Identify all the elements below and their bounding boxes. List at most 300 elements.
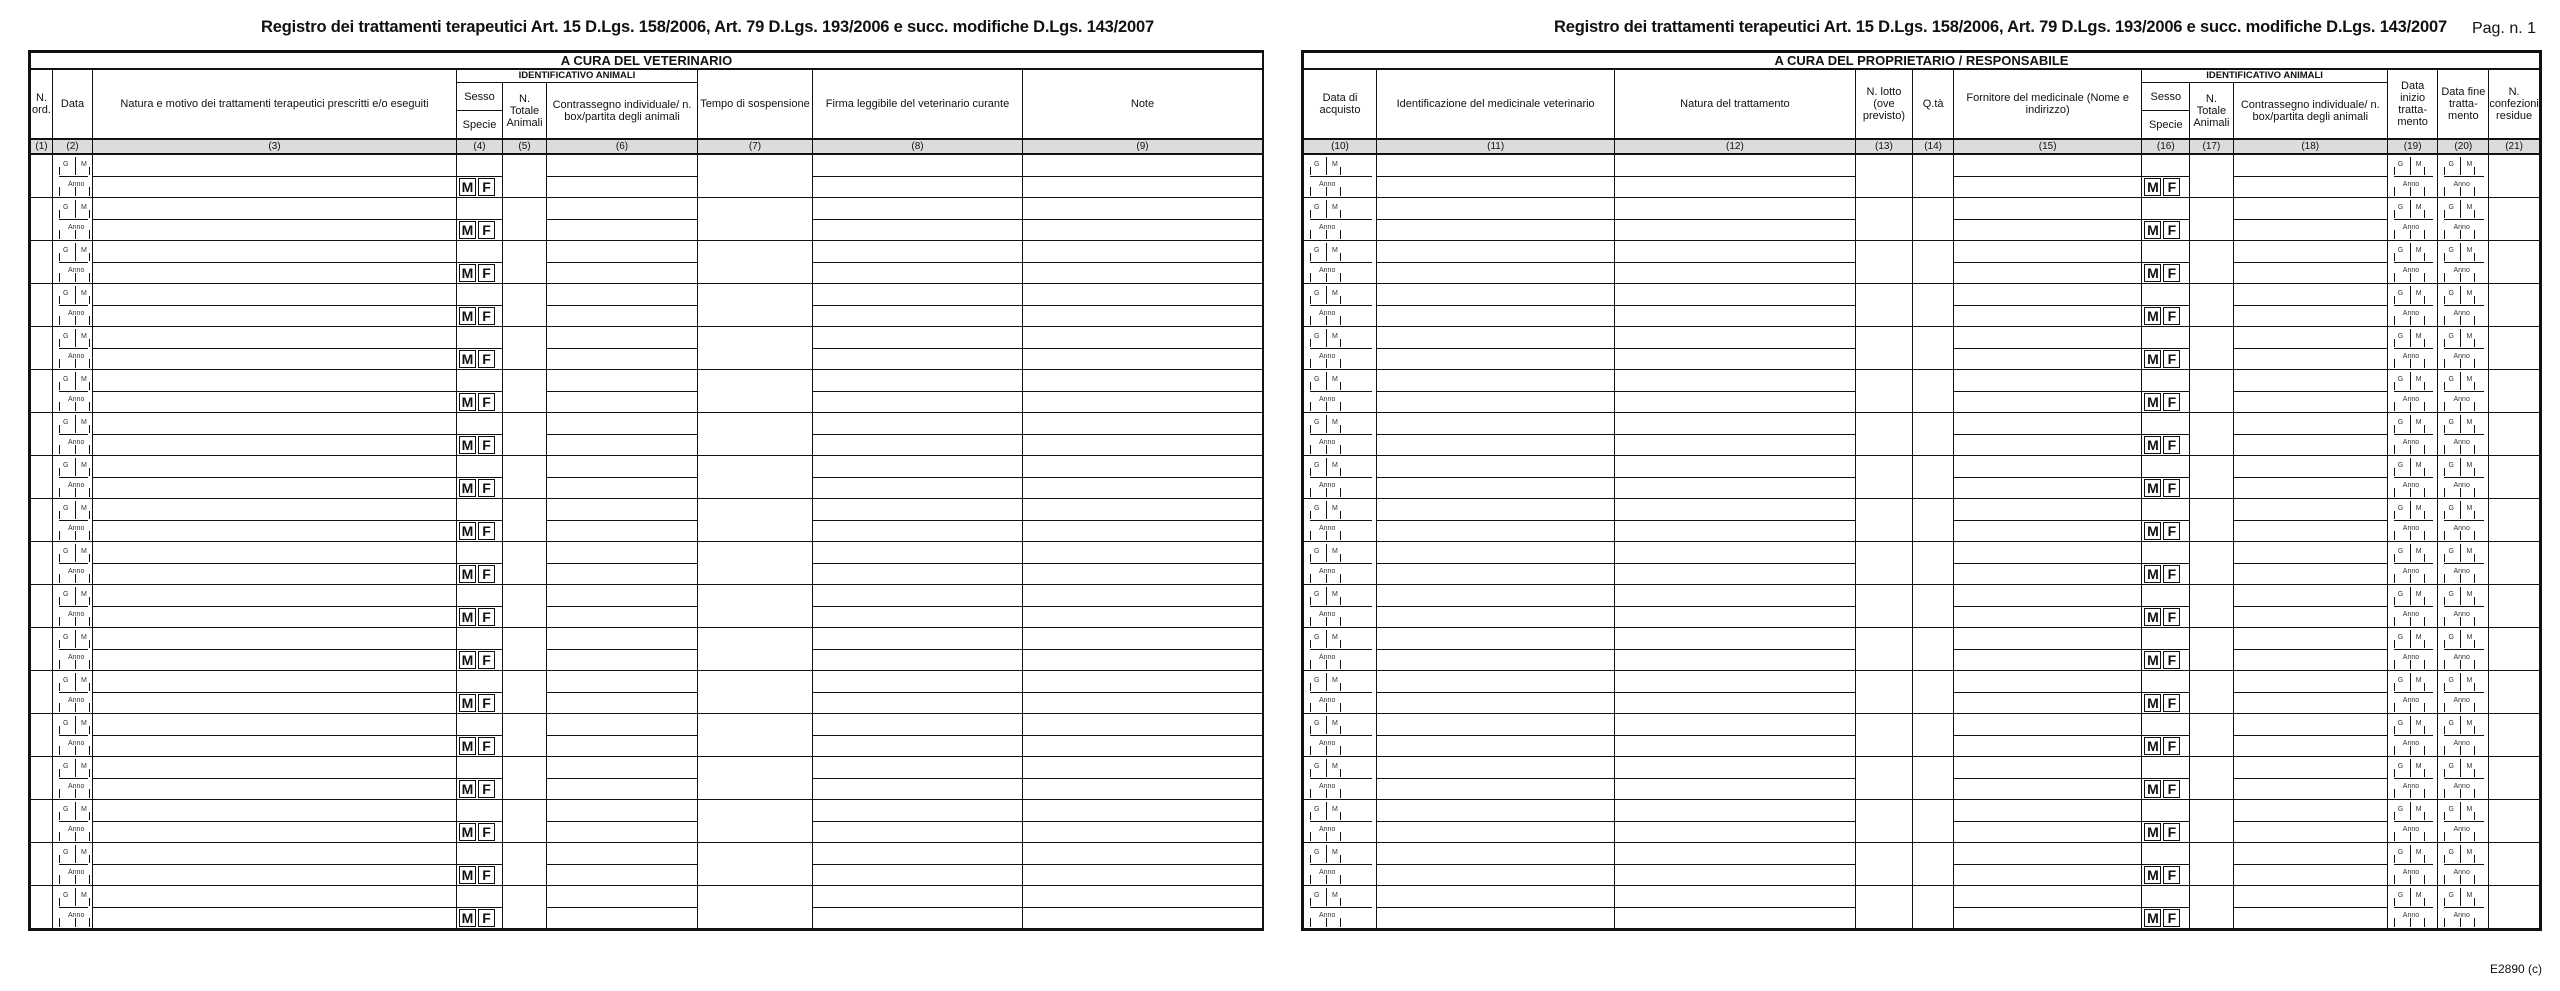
- n-totale-cell[interactable]: [2190, 843, 2234, 886]
- male-checkbox[interactable]: M: [459, 737, 476, 755]
- purchase-date-cell[interactable]: [1304, 542, 1377, 585]
- natura-trattamento-cell[interactable]: [1615, 413, 1855, 456]
- n-ord-cell[interactable]: [31, 542, 53, 585]
- tempo-cell[interactable]: [698, 370, 813, 413]
- qta-cell[interactable]: [1913, 585, 1954, 628]
- sex-species-cell[interactable]: [2142, 198, 2190, 241]
- sex-species-cell[interactable]: [2142, 370, 2190, 413]
- male-checkbox[interactable]: M: [459, 651, 476, 669]
- note-cell[interactable]: [1023, 284, 1263, 327]
- tempo-cell[interactable]: [698, 198, 813, 241]
- male-checkbox[interactable]: M: [2144, 866, 2161, 884]
- natura-trattamento-cell[interactable]: [1615, 327, 1855, 370]
- n-totale-cell[interactable]: [503, 413, 547, 456]
- male-checkbox[interactable]: M: [459, 221, 476, 239]
- fornitore-cell[interactable]: [1953, 800, 2142, 843]
- note-cell[interactable]: [1023, 456, 1263, 499]
- n-totale-cell[interactable]: [2190, 757, 2234, 800]
- qta-cell[interactable]: [1913, 800, 1954, 843]
- natura-cell[interactable]: [93, 757, 457, 800]
- female-checkbox[interactable]: F: [2163, 823, 2180, 841]
- fornitore-cell[interactable]: [1953, 413, 2142, 456]
- male-checkbox[interactable]: M: [459, 522, 476, 540]
- n-ord-cell[interactable]: [31, 671, 53, 714]
- natura-trattamento-cell[interactable]: [1615, 757, 1855, 800]
- n-totale-cell[interactable]: [2190, 241, 2234, 284]
- date-cell[interactable]: [53, 284, 93, 327]
- sex-species-cell[interactable]: [457, 327, 503, 370]
- natura-cell[interactable]: [93, 671, 457, 714]
- n-totale-cell[interactable]: [2190, 714, 2234, 757]
- sex-species-cell[interactable]: [457, 413, 503, 456]
- identificazione-cell[interactable]: [1377, 585, 1615, 628]
- end-date-cell[interactable]: [2438, 843, 2489, 886]
- female-checkbox[interactable]: F: [478, 608, 495, 626]
- start-date-cell[interactable]: [2387, 542, 2438, 585]
- fornitore-cell[interactable]: [1953, 886, 2142, 929]
- confezioni-cell[interactable]: [2489, 757, 2540, 800]
- purchase-date-cell[interactable]: [1304, 456, 1377, 499]
- purchase-date-cell[interactable]: [1304, 757, 1377, 800]
- contrassegno-cell[interactable]: [2233, 800, 2387, 843]
- confezioni-cell[interactable]: [2489, 585, 2540, 628]
- male-checkbox[interactable]: M: [2144, 479, 2161, 497]
- contrassegno-cell[interactable]: [547, 843, 698, 886]
- date-cell[interactable]: [53, 671, 93, 714]
- contrassegno-cell[interactable]: [2233, 671, 2387, 714]
- contrassegno-cell[interactable]: [2233, 456, 2387, 499]
- start-date-cell[interactable]: [2387, 327, 2438, 370]
- tempo-cell[interactable]: [698, 327, 813, 370]
- natura-trattamento-cell[interactable]: [1615, 284, 1855, 327]
- contrassegno-cell[interactable]: [547, 800, 698, 843]
- contrassegno-cell[interactable]: [2233, 327, 2387, 370]
- purchase-date-cell[interactable]: [1304, 499, 1377, 542]
- contrassegno-cell[interactable]: [547, 327, 698, 370]
- sex-species-cell[interactable]: [457, 585, 503, 628]
- confezioni-cell[interactable]: [2489, 284, 2540, 327]
- natura-cell[interactable]: [93, 413, 457, 456]
- natura-cell[interactable]: [93, 843, 457, 886]
- date-cell[interactable]: [53, 628, 93, 671]
- start-date-cell[interactable]: [2387, 757, 2438, 800]
- date-cell[interactable]: [53, 456, 93, 499]
- female-checkbox[interactable]: F: [2163, 436, 2180, 454]
- confezioni-cell[interactable]: [2489, 843, 2540, 886]
- n-totale-cell[interactable]: [503, 800, 547, 843]
- start-date-cell[interactable]: [2387, 585, 2438, 628]
- firma-cell[interactable]: [813, 327, 1023, 370]
- contrassegno-cell[interactable]: [2233, 714, 2387, 757]
- qta-cell[interactable]: [1913, 714, 1954, 757]
- n-totale-cell[interactable]: [2190, 327, 2234, 370]
- tempo-cell[interactable]: [698, 800, 813, 843]
- tempo-cell[interactable]: [698, 154, 813, 198]
- identificazione-cell[interactable]: [1377, 154, 1615, 198]
- fornitore-cell[interactable]: [1953, 154, 2142, 198]
- fornitore-cell[interactable]: [1953, 456, 2142, 499]
- female-checkbox[interactable]: F: [478, 823, 495, 841]
- female-checkbox[interactable]: F: [478, 866, 495, 884]
- end-date-cell[interactable]: [2438, 284, 2489, 327]
- male-checkbox[interactable]: M: [459, 780, 476, 798]
- contrassegno-cell[interactable]: [2233, 585, 2387, 628]
- n-totale-cell[interactable]: [503, 198, 547, 241]
- lotto-cell[interactable]: [1855, 757, 1913, 800]
- firma-cell[interactable]: [813, 886, 1023, 929]
- tempo-cell[interactable]: [698, 886, 813, 929]
- identificazione-cell[interactable]: [1377, 241, 1615, 284]
- firma-cell[interactable]: [813, 370, 1023, 413]
- male-checkbox[interactable]: M: [2144, 522, 2161, 540]
- n-totale-cell[interactable]: [2190, 370, 2234, 413]
- male-checkbox[interactable]: M: [459, 866, 476, 884]
- fornitore-cell[interactable]: [1953, 757, 2142, 800]
- date-cell[interactable]: [53, 413, 93, 456]
- natura-trattamento-cell[interactable]: [1615, 886, 1855, 929]
- contrassegno-cell[interactable]: [2233, 154, 2387, 198]
- tempo-cell[interactable]: [698, 628, 813, 671]
- start-date-cell[interactable]: [2387, 370, 2438, 413]
- sex-species-cell[interactable]: [2142, 413, 2190, 456]
- confezioni-cell[interactable]: [2489, 886, 2540, 929]
- firma-cell[interactable]: [813, 585, 1023, 628]
- confezioni-cell[interactable]: [2489, 628, 2540, 671]
- n-totale-cell[interactable]: [2190, 499, 2234, 542]
- sex-species-cell[interactable]: [457, 284, 503, 327]
- sex-species-cell[interactable]: [457, 757, 503, 800]
- purchase-date-cell[interactable]: [1304, 154, 1377, 198]
- sex-species-cell[interactable]: [457, 628, 503, 671]
- confezioni-cell[interactable]: [2489, 714, 2540, 757]
- tempo-cell[interactable]: [698, 241, 813, 284]
- contrassegno-cell[interactable]: [547, 757, 698, 800]
- female-checkbox[interactable]: F: [2163, 737, 2180, 755]
- start-date-cell[interactable]: [2387, 198, 2438, 241]
- start-date-cell[interactable]: [2387, 886, 2438, 929]
- male-checkbox[interactable]: M: [459, 823, 476, 841]
- n-totale-cell[interactable]: [503, 757, 547, 800]
- tempo-cell[interactable]: [698, 585, 813, 628]
- male-checkbox[interactable]: M: [2144, 651, 2161, 669]
- firma-cell[interactable]: [813, 757, 1023, 800]
- note-cell[interactable]: [1023, 499, 1263, 542]
- male-checkbox[interactable]: M: [459, 565, 476, 583]
- lotto-cell[interactable]: [1855, 241, 1913, 284]
- natura-cell[interactable]: [93, 284, 457, 327]
- sex-species-cell[interactable]: [457, 499, 503, 542]
- lotto-cell[interactable]: [1855, 628, 1913, 671]
- sex-species-cell[interactable]: [457, 843, 503, 886]
- tempo-cell[interactable]: [698, 757, 813, 800]
- date-cell[interactable]: [53, 499, 93, 542]
- contrassegno-cell[interactable]: [547, 154, 698, 198]
- firma-cell[interactable]: [813, 241, 1023, 284]
- end-date-cell[interactable]: [2438, 499, 2489, 542]
- contrassegno-cell[interactable]: [547, 714, 698, 757]
- purchase-date-cell[interactable]: [1304, 370, 1377, 413]
- female-checkbox[interactable]: F: [478, 436, 495, 454]
- n-totale-cell[interactable]: [503, 154, 547, 198]
- identificazione-cell[interactable]: [1377, 370, 1615, 413]
- contrassegno-cell[interactable]: [2233, 886, 2387, 929]
- start-date-cell[interactable]: [2387, 456, 2438, 499]
- male-checkbox[interactable]: M: [2144, 823, 2161, 841]
- qta-cell[interactable]: [1913, 499, 1954, 542]
- date-cell[interactable]: [53, 241, 93, 284]
- fornitore-cell[interactable]: [1953, 327, 2142, 370]
- firma-cell[interactable]: [813, 628, 1023, 671]
- fornitore-cell[interactable]: [1953, 499, 2142, 542]
- purchase-date-cell[interactable]: [1304, 671, 1377, 714]
- note-cell[interactable]: [1023, 585, 1263, 628]
- note-cell[interactable]: [1023, 542, 1263, 585]
- n-totale-cell[interactable]: [2190, 154, 2234, 198]
- male-checkbox[interactable]: M: [2144, 307, 2161, 325]
- confezioni-cell[interactable]: [2489, 154, 2540, 198]
- firma-cell[interactable]: [813, 800, 1023, 843]
- natura-cell[interactable]: [93, 542, 457, 585]
- n-totale-cell[interactable]: [2190, 456, 2234, 499]
- contrassegno-cell[interactable]: [547, 542, 698, 585]
- natura-trattamento-cell[interactable]: [1615, 542, 1855, 585]
- identificazione-cell[interactable]: [1377, 284, 1615, 327]
- n-totale-cell[interactable]: [2190, 886, 2234, 929]
- female-checkbox[interactable]: F: [2163, 694, 2180, 712]
- end-date-cell[interactable]: [2438, 456, 2489, 499]
- fornitore-cell[interactable]: [1953, 671, 2142, 714]
- fornitore-cell[interactable]: [1953, 542, 2142, 585]
- male-checkbox[interactable]: M: [459, 178, 476, 196]
- note-cell[interactable]: [1023, 413, 1263, 456]
- n-totale-cell[interactable]: [2190, 585, 2234, 628]
- purchase-date-cell[interactable]: [1304, 628, 1377, 671]
- firma-cell[interactable]: [813, 198, 1023, 241]
- male-checkbox[interactable]: M: [459, 393, 476, 411]
- natura-trattamento-cell[interactable]: [1615, 628, 1855, 671]
- female-checkbox[interactable]: F: [478, 565, 495, 583]
- note-cell[interactable]: [1023, 757, 1263, 800]
- male-checkbox[interactable]: M: [2144, 780, 2161, 798]
- identificazione-cell[interactable]: [1377, 800, 1615, 843]
- female-checkbox[interactable]: F: [2163, 780, 2180, 798]
- natura-trattamento-cell[interactable]: [1615, 585, 1855, 628]
- male-checkbox[interactable]: M: [2144, 909, 2161, 927]
- firma-cell[interactable]: [813, 542, 1023, 585]
- contrassegno-cell[interactable]: [547, 628, 698, 671]
- qta-cell[interactable]: [1913, 370, 1954, 413]
- contrassegno-cell[interactable]: [547, 284, 698, 327]
- natura-trattamento-cell[interactable]: [1615, 499, 1855, 542]
- purchase-date-cell[interactable]: [1304, 800, 1377, 843]
- identificazione-cell[interactable]: [1377, 542, 1615, 585]
- natura-trattamento-cell[interactable]: [1615, 800, 1855, 843]
- sex-species-cell[interactable]: [457, 714, 503, 757]
- tempo-cell[interactable]: [698, 671, 813, 714]
- note-cell[interactable]: [1023, 198, 1263, 241]
- n-totale-cell[interactable]: [2190, 628, 2234, 671]
- natura-cell[interactable]: [93, 714, 457, 757]
- tempo-cell[interactable]: [698, 284, 813, 327]
- male-checkbox[interactable]: M: [459, 264, 476, 282]
- end-date-cell[interactable]: [2438, 886, 2489, 929]
- male-checkbox[interactable]: M: [459, 608, 476, 626]
- lotto-cell[interactable]: [1855, 456, 1913, 499]
- n-totale-cell[interactable]: [503, 886, 547, 929]
- male-checkbox[interactable]: M: [2144, 737, 2161, 755]
- n-totale-cell[interactable]: [503, 499, 547, 542]
- natura-cell[interactable]: [93, 198, 457, 241]
- purchase-date-cell[interactable]: [1304, 198, 1377, 241]
- male-checkbox[interactable]: M: [2144, 436, 2161, 454]
- start-date-cell[interactable]: [2387, 241, 2438, 284]
- female-checkbox[interactable]: F: [2163, 307, 2180, 325]
- sex-species-cell[interactable]: [457, 542, 503, 585]
- n-ord-cell[interactable]: [31, 886, 53, 929]
- n-totale-cell[interactable]: [503, 327, 547, 370]
- natura-trattamento-cell[interactable]: [1615, 671, 1855, 714]
- end-date-cell[interactable]: [2438, 327, 2489, 370]
- n-totale-cell[interactable]: [503, 585, 547, 628]
- lotto-cell[interactable]: [1855, 585, 1913, 628]
- fornitore-cell[interactable]: [1953, 585, 2142, 628]
- sex-species-cell[interactable]: [2142, 757, 2190, 800]
- purchase-date-cell[interactable]: [1304, 585, 1377, 628]
- n-totale-cell[interactable]: [2190, 198, 2234, 241]
- fornitore-cell[interactable]: [1953, 714, 2142, 757]
- sex-species-cell[interactable]: [2142, 327, 2190, 370]
- female-checkbox[interactable]: F: [2163, 565, 2180, 583]
- lotto-cell[interactable]: [1855, 499, 1913, 542]
- identificazione-cell[interactable]: [1377, 628, 1615, 671]
- n-ord-cell[interactable]: [31, 327, 53, 370]
- female-checkbox[interactable]: F: [478, 350, 495, 368]
- contrassegno-cell[interactable]: [2233, 284, 2387, 327]
- n-totale-cell[interactable]: [503, 714, 547, 757]
- date-cell[interactable]: [53, 714, 93, 757]
- natura-cell[interactable]: [93, 370, 457, 413]
- end-date-cell[interactable]: [2438, 241, 2489, 284]
- sex-species-cell[interactable]: [2142, 154, 2190, 198]
- lotto-cell[interactable]: [1855, 370, 1913, 413]
- contrassegno-cell[interactable]: [2233, 413, 2387, 456]
- qta-cell[interactable]: [1913, 757, 1954, 800]
- n-totale-cell[interactable]: [503, 628, 547, 671]
- confezioni-cell[interactable]: [2489, 413, 2540, 456]
- note-cell[interactable]: [1023, 843, 1263, 886]
- n-ord-cell[interactable]: [31, 284, 53, 327]
- end-date-cell[interactable]: [2438, 370, 2489, 413]
- n-ord-cell[interactable]: [31, 370, 53, 413]
- natura-trattamento-cell[interactable]: [1615, 714, 1855, 757]
- end-date-cell[interactable]: [2438, 800, 2489, 843]
- contrassegno-cell[interactable]: [547, 671, 698, 714]
- lotto-cell[interactable]: [1855, 886, 1913, 929]
- female-checkbox[interactable]: F: [478, 522, 495, 540]
- tempo-cell[interactable]: [698, 413, 813, 456]
- identificazione-cell[interactable]: [1377, 327, 1615, 370]
- end-date-cell[interactable]: [2438, 671, 2489, 714]
- contrassegno-cell[interactable]: [547, 198, 698, 241]
- qta-cell[interactable]: [1913, 843, 1954, 886]
- male-checkbox[interactable]: M: [2144, 608, 2161, 626]
- firma-cell[interactable]: [813, 456, 1023, 499]
- natura-cell[interactable]: [93, 800, 457, 843]
- start-date-cell[interactable]: [2387, 499, 2438, 542]
- date-cell[interactable]: [53, 800, 93, 843]
- note-cell[interactable]: [1023, 241, 1263, 284]
- fornitore-cell[interactable]: [1953, 198, 2142, 241]
- contrassegno-cell[interactable]: [547, 241, 698, 284]
- sex-species-cell[interactable]: [457, 241, 503, 284]
- sex-species-cell[interactable]: [2142, 714, 2190, 757]
- female-checkbox[interactable]: F: [478, 694, 495, 712]
- sex-species-cell[interactable]: [2142, 800, 2190, 843]
- note-cell[interactable]: [1023, 714, 1263, 757]
- female-checkbox[interactable]: F: [478, 737, 495, 755]
- sex-species-cell[interactable]: [457, 886, 503, 929]
- confezioni-cell[interactable]: [2489, 241, 2540, 284]
- date-cell[interactable]: [53, 154, 93, 198]
- n-ord-cell[interactable]: [31, 714, 53, 757]
- contrassegno-cell[interactable]: [2233, 843, 2387, 886]
- end-date-cell[interactable]: [2438, 542, 2489, 585]
- male-checkbox[interactable]: M: [2144, 393, 2161, 411]
- start-date-cell[interactable]: [2387, 154, 2438, 198]
- end-date-cell[interactable]: [2438, 413, 2489, 456]
- female-checkbox[interactable]: F: [2163, 264, 2180, 282]
- n-totale-cell[interactable]: [503, 370, 547, 413]
- female-checkbox[interactable]: F: [2163, 909, 2180, 927]
- natura-cell[interactable]: [93, 585, 457, 628]
- tempo-cell[interactable]: [698, 714, 813, 757]
- identificazione-cell[interactable]: [1377, 499, 1615, 542]
- firma-cell[interactable]: [813, 499, 1023, 542]
- tempo-cell[interactable]: [698, 456, 813, 499]
- confezioni-cell[interactable]: [2489, 456, 2540, 499]
- start-date-cell[interactable]: [2387, 628, 2438, 671]
- n-ord-cell[interactable]: [31, 757, 53, 800]
- qta-cell[interactable]: [1913, 456, 1954, 499]
- confezioni-cell[interactable]: [2489, 370, 2540, 413]
- n-totale-cell[interactable]: [2190, 800, 2234, 843]
- contrassegno-cell[interactable]: [2233, 370, 2387, 413]
- lotto-cell[interactable]: [1855, 284, 1913, 327]
- male-checkbox[interactable]: M: [459, 479, 476, 497]
- sex-species-cell[interactable]: [2142, 241, 2190, 284]
- lotto-cell[interactable]: [1855, 800, 1913, 843]
- confezioni-cell[interactable]: [2489, 671, 2540, 714]
- n-totale-cell[interactable]: [503, 542, 547, 585]
- female-checkbox[interactable]: F: [2163, 522, 2180, 540]
- sex-species-cell[interactable]: [457, 198, 503, 241]
- purchase-date-cell[interactable]: [1304, 886, 1377, 929]
- sex-species-cell[interactable]: [2142, 843, 2190, 886]
- start-date-cell[interactable]: [2387, 284, 2438, 327]
- firma-cell[interactable]: [813, 154, 1023, 198]
- n-ord-cell[interactable]: [31, 499, 53, 542]
- female-checkbox[interactable]: F: [478, 393, 495, 411]
- start-date-cell[interactable]: [2387, 671, 2438, 714]
- firma-cell[interactable]: [813, 714, 1023, 757]
- male-checkbox[interactable]: M: [2144, 178, 2161, 196]
- natura-trattamento-cell[interactable]: [1615, 456, 1855, 499]
- sex-species-cell[interactable]: [457, 456, 503, 499]
- note-cell[interactable]: [1023, 886, 1263, 929]
- confezioni-cell[interactable]: [2489, 542, 2540, 585]
- tempo-cell[interactable]: [698, 499, 813, 542]
- date-cell[interactable]: [53, 542, 93, 585]
